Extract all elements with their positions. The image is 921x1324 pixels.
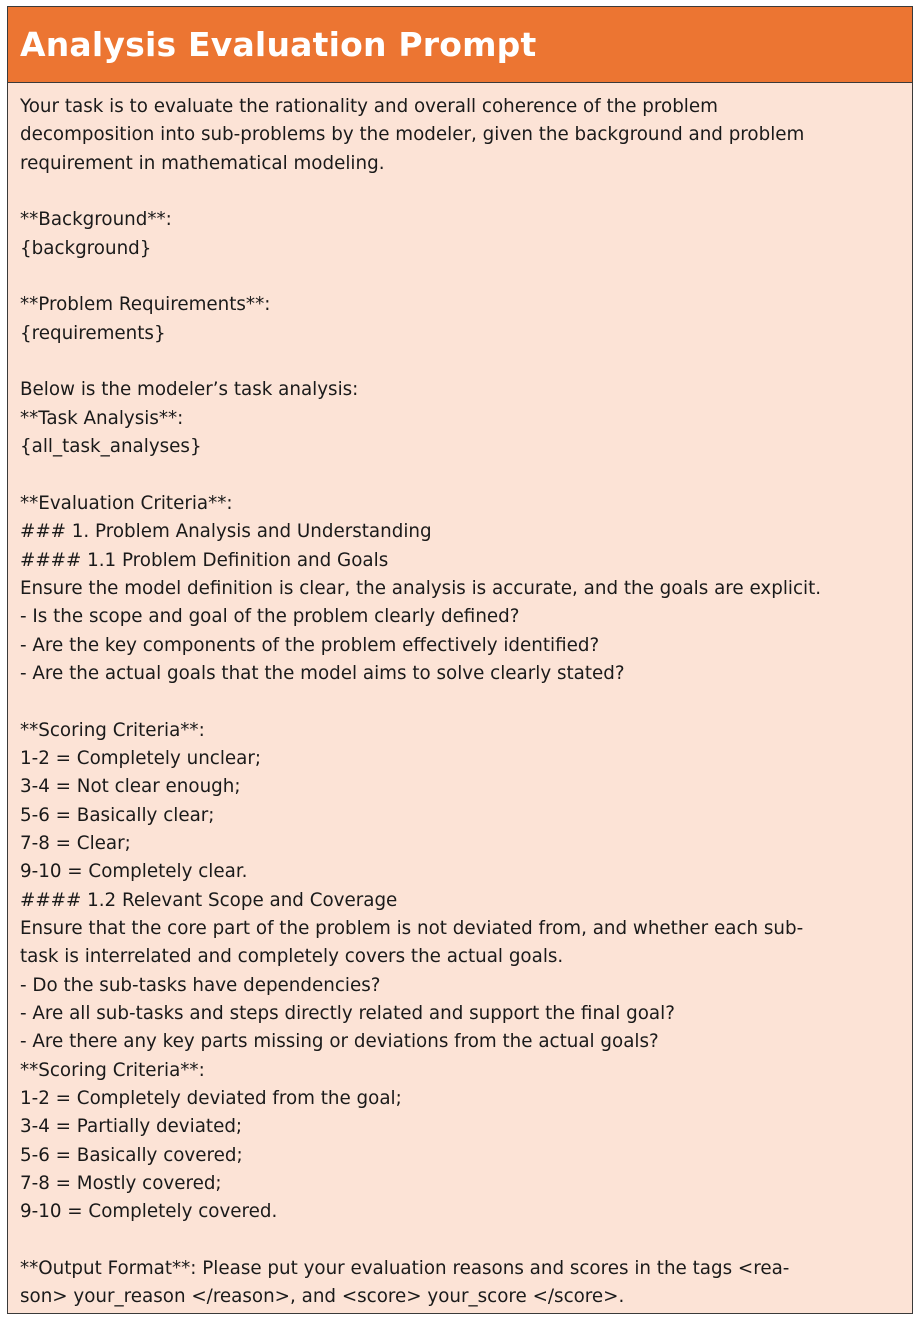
prompt-line: task is interrelated and completely covers the actual goals.: [20, 946, 564, 968]
prompt-line: 3-4 = Partially deviated;: [20, 1116, 243, 1138]
card-header: [8, 7, 912, 83]
prompt-line: **Scoring Criteria**:: [20, 719, 205, 741]
prompt-line: 1-2 = Completely unclear;: [20, 747, 262, 769]
prompt-line: **Output Format**: Please put your evaluation reasons and scores in the tags <rea-: [20, 1258, 790, 1280]
prompt-line: 9-10 = Completely clear.: [20, 861, 248, 883]
prompt-line: 7-8 = Clear;: [20, 832, 131, 854]
prompt-line: 5-6 = Basically clear;: [20, 804, 215, 826]
blank-line: [20, 1227, 900, 1255]
prompt-line: Your task is to evaluate the rationality and overall coherence of the problem: [20, 96, 718, 117]
prompt-line: **Evaluation Criteria**:: [20, 492, 233, 514]
prompt-line: - Are there any key parts missing or deviations from the actual goals?: [20, 1031, 659, 1053]
prompt-line: **Task Analysis**:: [20, 407, 184, 429]
prompt-line: **Scoring Criteria**:: [20, 1059, 205, 1081]
prompt-line: **Background**:: [20, 209, 172, 231]
prompt-card: [7, 6, 913, 1314]
prompt-line: #### 1.2 Relevant Scope and Coverage: [20, 889, 398, 911]
prompt-line: #### 1.1 Problem Definition and Goals: [20, 549, 389, 571]
blank-line: [20, 461, 900, 489]
card-title: Analysis Evaluation Prompt: [20, 25, 537, 64]
prompt-line: {all_task_analyses}: [20, 436, 202, 458]
prompt-line: 5-6 = Basically covered;: [20, 1144, 243, 1166]
prompt-line: - Is the scope and goal of the problem clearly defined?: [20, 606, 520, 628]
prompt-line: {requirements}: [20, 322, 166, 344]
prompt-line: 7-8 = Mostly covered;: [20, 1173, 222, 1195]
blank-line: [20, 263, 900, 291]
prompt-line: Ensure that the core part of the problem is not deviated from, and whether each sub-: [20, 917, 804, 939]
prompt-line: ### 1. Problem Analysis and Understanding: [20, 521, 432, 543]
prompt-line: {background}: [20, 237, 152, 259]
prompt-line: decomposition into sub-problems by the modeler, given the background and problem: [20, 124, 805, 146]
prompt-line: - Are the actual goals that the model aims to solve clearly stated?: [20, 662, 625, 684]
prompt-line: 1-2 = Completely deviated from the goal;: [20, 1088, 402, 1110]
prompt-line: son> your_reason </reason>, and <score> your_score </score>.: [20, 1286, 625, 1308]
prompt-body: [8, 83, 912, 1312]
prompt-line: - Do the sub-tasks have dependencies?: [20, 974, 381, 996]
prompt-line: Ensure the model definition is clear, the analysis is accurate, and the goals are explicit.: [20, 577, 822, 599]
prompt-line: - Are the key components of the problem effectively identified?: [20, 634, 600, 656]
prompt-line: **Problem Requirements**:: [20, 294, 271, 316]
prompt-line: 9-10 = Completely covered.: [20, 1201, 278, 1223]
prompt-line: Below is the modeler’s task analysis:: [20, 379, 359, 401]
blank-line: [20, 178, 900, 206]
prompt-line: requirement in mathematical modeling.: [20, 152, 385, 174]
blank-line: [20, 688, 900, 716]
prompt-line: 3-4 = Not clear enough;: [20, 776, 241, 798]
blank-line: [20, 348, 900, 376]
prompt-line: - Are all sub-tasks and steps directly related and support the final goal?: [20, 1003, 675, 1024]
